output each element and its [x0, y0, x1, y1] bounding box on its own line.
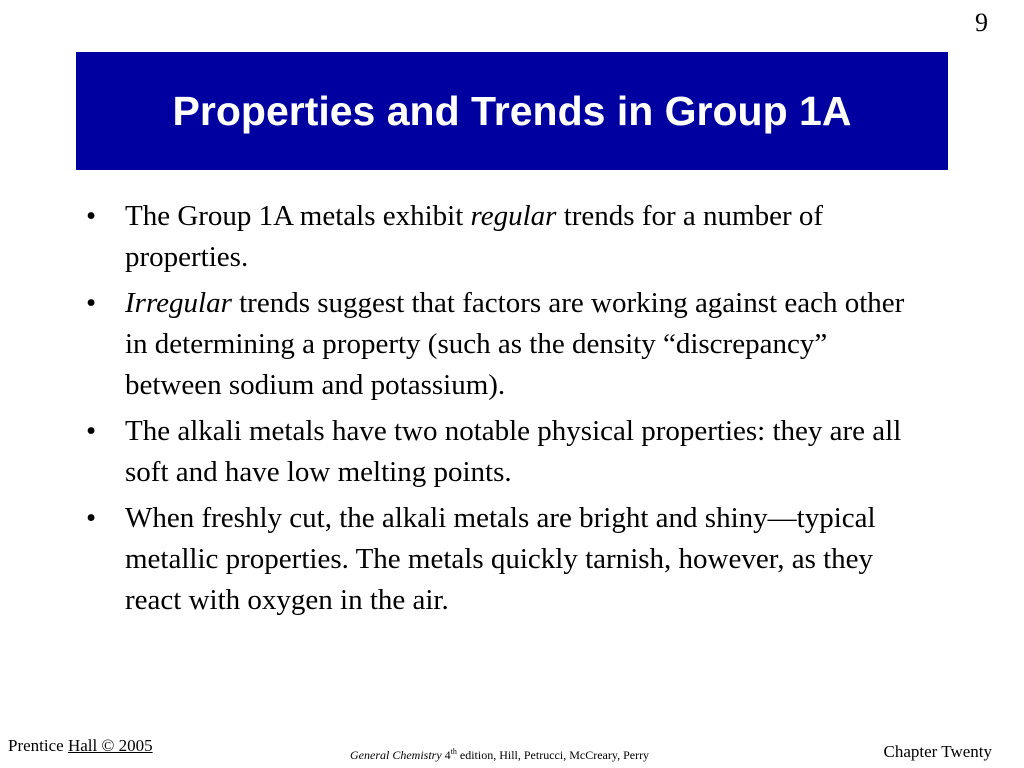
bullet-item: [86, 498, 926, 621]
publisher-prefix: Prentice: [8, 736, 68, 755]
title-bar: [76, 52, 948, 170]
bullet-item: [86, 411, 926, 493]
slide-title: Properties and Trends in Group 1A: [172, 87, 852, 134]
bullet-icon: •: [86, 415, 97, 447]
bullet-list: [86, 196, 926, 626]
bullet-item: [86, 283, 926, 406]
edition-number: 4: [441, 748, 451, 762]
bullet-emphasis: regular: [470, 200, 557, 232]
bullet-item: [86, 196, 926, 278]
bullet-text: The Group 1A metals exhibit: [125, 200, 471, 232]
bullet-icon: •: [86, 502, 97, 534]
bullet-icon: •: [86, 200, 97, 232]
footer-publisher: [8, 736, 153, 756]
bullet-text: trends suggest that factors are working against each other in determining a property (such as the density “discrepancy” between sodium and potassium).: [125, 287, 905, 401]
footer-citation: [350, 748, 649, 763]
publisher-name: Hall © 2005: [67, 736, 153, 755]
edition-suffix: th: [450, 747, 457, 756]
bullet-text: trends for a number of properties.: [125, 200, 824, 273]
book-title: General Chemistry: [350, 748, 442, 762]
page-number: 9: [975, 8, 988, 37]
edition-authors: edition, Hill, Petrucci, McCreary, Perry: [456, 748, 650, 762]
bullet-text: The alkali metals have two notable physical properties: they are all soft and have low melting points.: [125, 415, 902, 488]
bullet-icon: •: [86, 287, 97, 319]
bullet-text: When freshly cut, the alkali metals are bright and shiny—typical metallic properties. The metals quickly tarnish, however, as they react with oxygen in the air.: [125, 502, 876, 616]
bullet-emphasis: Irregular: [125, 287, 232, 319]
footer-chapter: Chapter Twenty: [883, 742, 992, 761]
